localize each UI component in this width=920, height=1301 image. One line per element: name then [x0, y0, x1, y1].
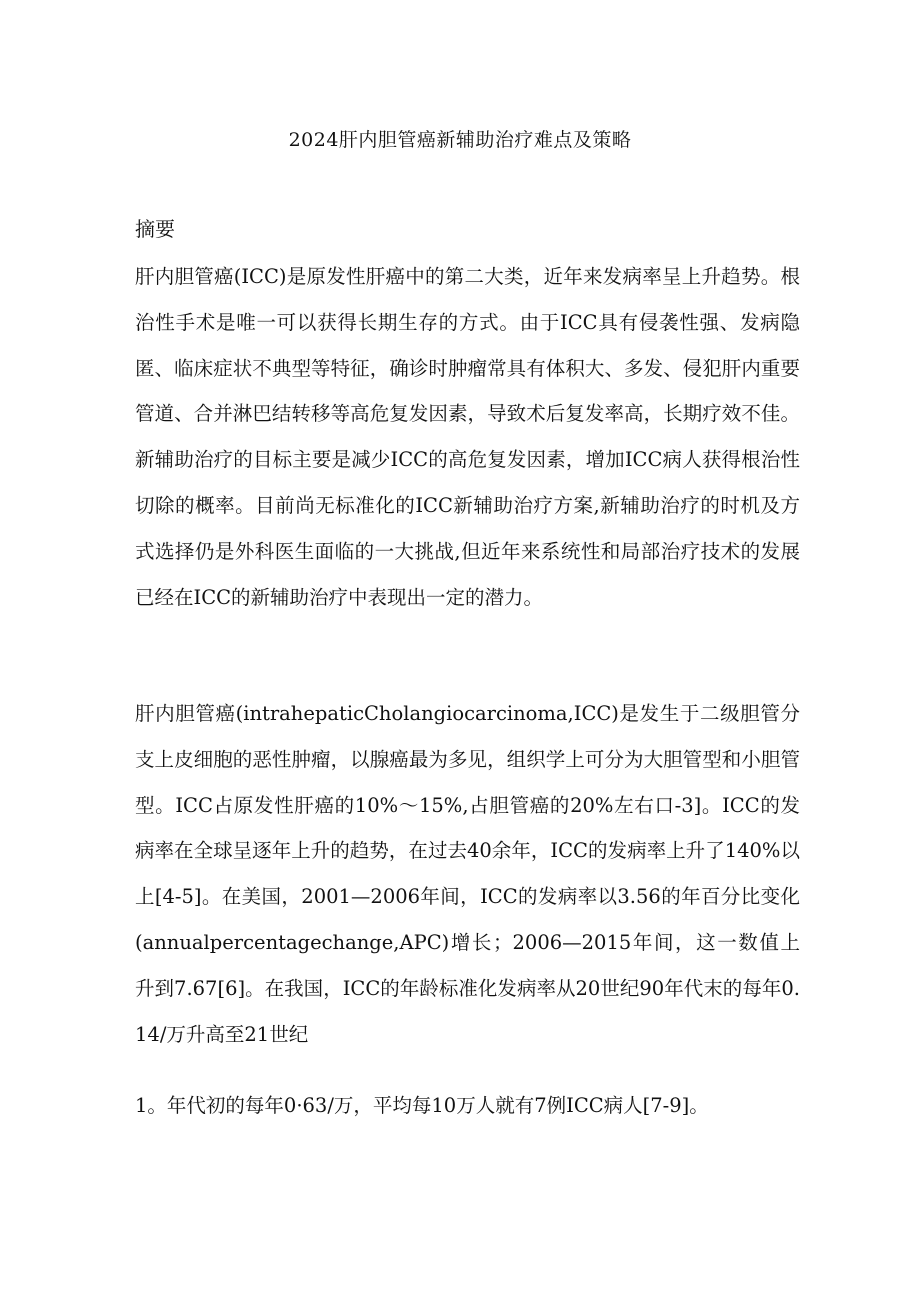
- intro-paragraph-continuation: 1。年代初的每年0·63/万，平均每10万人就有7例ICC病人[7-9]。: [135, 1094, 709, 1117]
- abstract-heading: 摘要: [135, 217, 175, 241]
- document-title: 2024肝内胆管癌新辅助治疗难点及策略: [288, 129, 632, 151]
- abstract-paragraph: 肝内胆管癌(ICC)是原发性肝癌中的第二大类，近年来发病率呈上升趋势。根治性手术是唯一可以获得长期生存的方式。由于ICC具有侵袭性强、发病隐匿、临床症状不典型等特征，确诊时肿瘤常具有体积大、多发、侵犯肝内重要管道、合并淋巴结转移等高危复发因素，导致术后复发率高，长期疗效不佳。新辅助治疗的目标主要是减少ICC的高危复发因素，增加ICC病人获得根治性切除的概率。目前尚无标准化的ICC新辅助治疗方案,新辅助治疗的时机及方式选择仍是外科医生面临的一大挑战,但近年来系统性和局部治疗技术的发展已经在ICC的新辅助治疗中表现出一定的潜力。: [135, 265, 800, 609]
- intro-paragraph: 肝内胆管癌(intrahepaticCholangiocarcinoma,ICC)是发生于二级胆管分支上皮细胞的恶性肿瘤，以腺癌最为多见，组织学上可分为大胆管型和小胆管型。ICC占原发性肝癌的10%～15%,占胆管癌的20%左右口-3]。ICC的发病率在全球呈逐年上升的趋势，在过去40余年，ICC的发病率上升了140%以上[4-5]。在美国，2001—2006年间，ICC的发病率以3.56的年百分比变化(annualpercentagechange,APC)增长；2006—2015年间，这一数值上升到7.67[6]。在我国，ICC的年龄标准化发病率从20世纪90年代末的每年0.14/万升高至21世纪: [135, 702, 800, 1046]
